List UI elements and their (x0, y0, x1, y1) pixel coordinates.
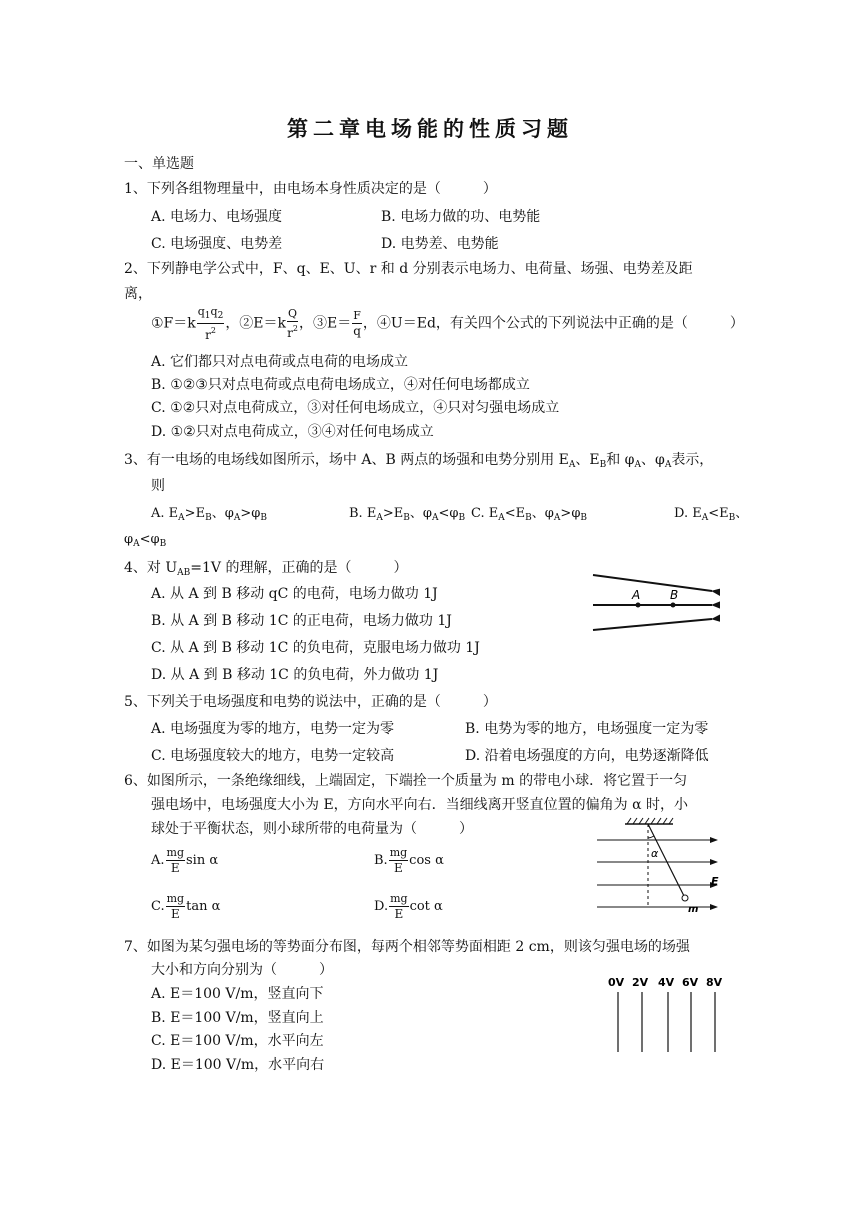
q1-option-d: D. 电势差、电势能 (381, 236, 499, 252)
q2-stem-line1: 2、下列静电学公式中，F、q、E、U、r 和 d 分别表示电场力、电荷量、场强、电势差及距 (124, 261, 693, 277)
q4-option-a: A. 从 A 到 B 移动 qC 的电荷，电场力做功 1J (151, 586, 438, 602)
q3-option-a: A. $E_A>E_B$、$\varphi_A>\varphi_B$ (151, 506, 267, 523)
q6-option-b: B. $\frac{mg}{E}$ cos α (374, 846, 444, 875)
q2-formula-line: ①F＝k $\frac{q_1q_2}{r^2}$ ，②E＝k $\frac{Q}{r^2}$ ，③E＝ $\frac{F}{q}$ ，④U＝Ed，有关四个公式的下列说法中正确的是（ ） (151, 305, 744, 342)
q7-option-c: C. E＝100 V/m，水平向左 (151, 1033, 324, 1049)
q6-ball (682, 895, 688, 901)
q3-option-c: C. $E_A<E_B$、$\varphi_A>\varphi_B$ (471, 506, 588, 523)
q3-stem-line1: 3、有一电场的电场线如图所示，场中 A、B 两点的场强和电势分别用 $E_A$、$E_B$和 $\varphi_A$、$\varphi_A$表示， (124, 452, 714, 470)
q7-option-a: A. E＝100 V/m，竖直向下 (151, 986, 324, 1002)
q6-field-label: E (711, 875, 719, 888)
q6-option-a: A. $\frac{mg}{E}$ sin α (151, 846, 219, 875)
q3-option-d-part1: D. $E_A<E_B$、 (674, 506, 749, 523)
q4-field-lines-figure (585, 568, 720, 640)
q3-stem-line2: 则 (151, 478, 165, 494)
q4-point-b (671, 603, 676, 608)
q7-option-d: D. E＝100 V/m，水平向右 (151, 1057, 325, 1073)
page-title: 第二章电场能的性质习题 (287, 116, 573, 141)
q7-potential-label: 6V (682, 976, 699, 989)
q5-option-c: C. 电场强度较大的地方，电势一定较高 (151, 748, 395, 764)
q2-formula1-fraction: $\frac{q_1q_2}{r^2}$ (197, 305, 224, 342)
q1-option-b: B. 电场力做的功、电势能 (381, 209, 541, 225)
q7-option-b: B. E＝100 V/m，竖直向上 (151, 1010, 324, 1026)
q4-point-a-label: A (632, 588, 641, 602)
q2-option-a: A. 它们都只对点电荷或点电荷的电场成立 (151, 354, 409, 370)
q6-option-c: C. $\frac{mg}{E}$ tan α (151, 892, 221, 921)
q6-alpha-label: α (651, 847, 659, 860)
q7-stem-line1: 7、如图为某匀强电场的等势面分布图，每两个相邻等势面相距 2 cm，则该匀强电场的场强 (124, 939, 690, 955)
q7-potential-label: 0V (608, 976, 625, 989)
q4-option-c: C. 从 A 到 B 移动 1C 的负电荷，克服电场力做功 1J (151, 640, 480, 656)
q7-potential-label: 8V (706, 976, 723, 989)
q6-stem-line1: 6、如图所示，一条绝缘细线，上端固定，下端拴一个质量为 m 的带电小球．将它置于一匀 (124, 773, 688, 789)
q4-point-b-label: B (670, 588, 679, 602)
q6-mass-label: m (688, 904, 699, 915)
q5-option-d: D. 沿着电场强度的方向，电势逐渐降低 (465, 748, 709, 764)
q7-potential-label: 2V (632, 976, 649, 989)
q7-stem-line2: 大小和方向分别为（ ） (151, 962, 333, 978)
q4-stem: 4、对 $U_{AB}=1V$ 的理解，正确的是（ ） (124, 560, 408, 578)
q3-option-d-part2: $\varphi_A<\varphi_B$ (124, 532, 167, 549)
q4-option-d: D. 从 A 到 B 移动 1C 的负电荷，外力做功 1J (151, 667, 439, 683)
q7-potential-label: 4V (658, 976, 675, 989)
q6-stem-line2: 强电场中，电场强度大小为 E，方向水平向右．当细线离开竖直位置的偏角为 α 时，小 (151, 797, 689, 813)
q5-option-b: B. 电势为零的地方，电场强度一定为零 (465, 721, 709, 737)
q2-formula2-fraction: $\frac{Q}{r^2}$ (287, 307, 298, 340)
q6-option-d: D. $\frac{mg}{E}$ cot α (374, 892, 443, 921)
q4-option-b: B. 从 A 到 B 移动 1C 的正电荷，电场力做功 1J (151, 613, 452, 629)
q2-option-d: D. ①②只对点电荷成立，③④对任何电场成立 (151, 424, 434, 440)
section-heading: 一、单选题 (124, 156, 194, 172)
q2-stem-line2: 离， (124, 286, 152, 302)
q1-option-a: A. 电场力、电场强度 (151, 209, 283, 225)
q6-pendulum-figure (595, 816, 725, 916)
q7-equipotential-figure (605, 972, 725, 1056)
q4-point-a (636, 603, 641, 608)
q6-stem-line3: 球处于平衡状态，则小球所带的电荷量为（ ） (151, 821, 473, 837)
q5-stem: 5、下列关于电场强度和电势的说法中，正确的是（ ） (124, 694, 497, 710)
q3-option-b: B. $E_A>E_B$、$\varphi_A<\varphi_B$ (349, 506, 466, 523)
q1-option-c: C. 电场强度、电势差 (151, 236, 283, 252)
q5-option-a: A. 电场强度为零的地方，电势一定为零 (151, 721, 395, 737)
q2-option-c: C. ①②只对点电荷成立，③对任何电场成立，④只对匀强电场成立 (151, 400, 560, 416)
q1-stem: 1、下列各组物理量中，由电场本身性质决定的是（ ） (124, 181, 497, 197)
q2-formula3-fraction: $\frac{F}{q}$ (353, 309, 361, 338)
q2-option-b: B. ①②③只对点电荷或点电荷电场成立，④对任何电场都成立 (151, 377, 530, 393)
